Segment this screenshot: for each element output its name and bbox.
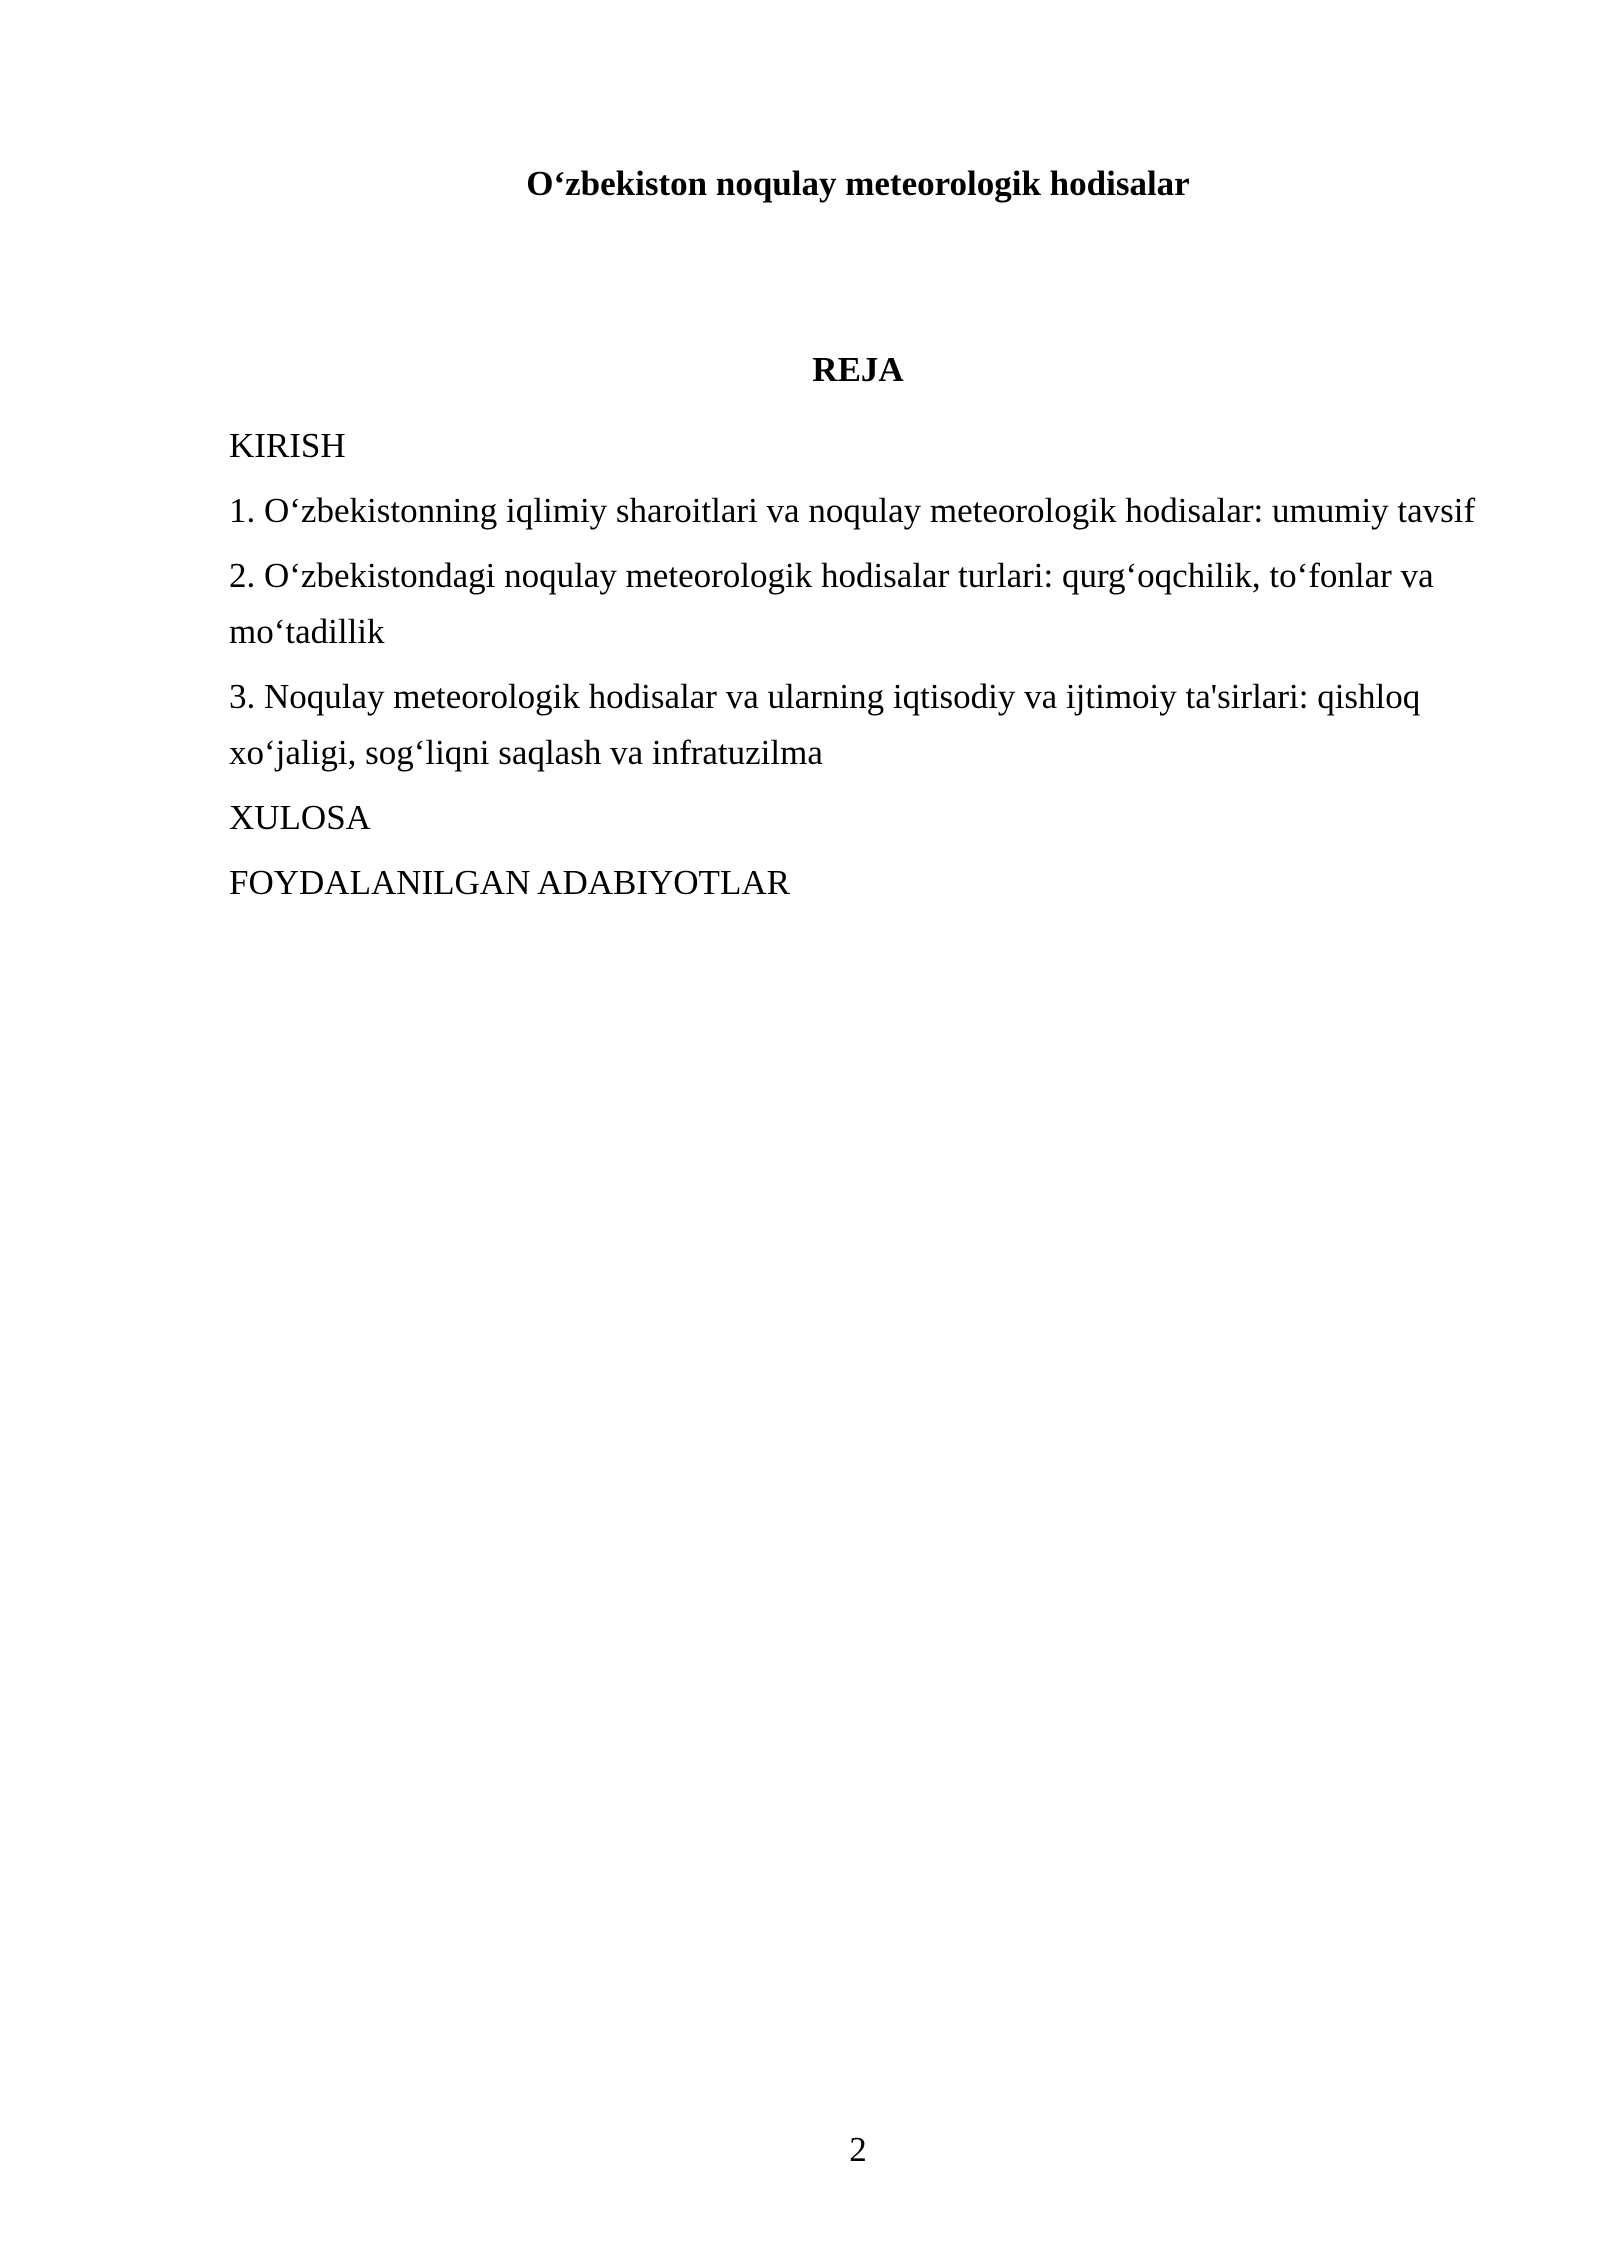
plan-item-2: 2. O‘zbekistondagi noqulay meteorologik hodisalar turlari: qurg‘oqchilik, to‘fonlar va mo‘tadillik bbox=[229, 556, 1434, 651]
page-number: 2 bbox=[849, 2130, 867, 2169]
document-title: O‘zbekiston noqulay meteorologik hodisalar bbox=[526, 164, 1190, 203]
plan-item-intro: KIRISH bbox=[229, 426, 346, 465]
plan-item-3: 3. Noqulay meteorologik hodisalar va ularning iqtisodiy va ijtimoiy ta'sirlari: qishloq xo‘jaligi, sog‘liqni saqlash va infratuzilma bbox=[229, 677, 1421, 772]
plan-heading: REJA bbox=[812, 350, 904, 389]
plan-item-references: FOYDALANILGAN ADABIYOTLAR bbox=[229, 863, 790, 902]
plan-item-conclusion: XULOSA bbox=[229, 798, 371, 837]
plan-list bbox=[229, 418, 1509, 920]
plan-item-1: 1. O‘zbekistonning iqlimiy sharoitlari va noqulay meteorologik hodisalar: umumiy tavsif bbox=[229, 491, 1476, 530]
